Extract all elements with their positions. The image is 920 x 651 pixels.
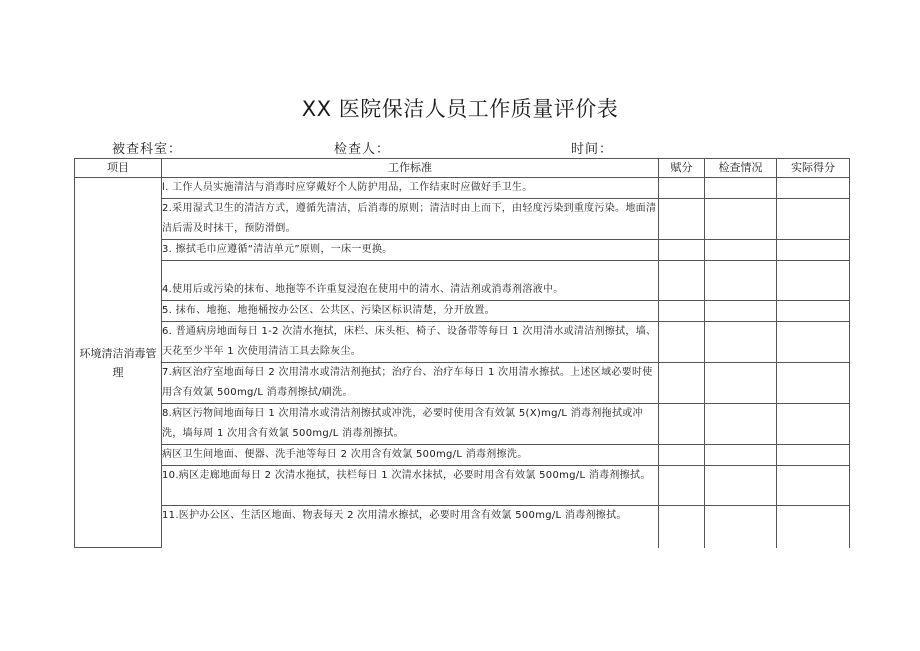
table-row	[75, 178, 850, 199]
standard-cell: 5. 抹布、地拖、地拖桶按办公区、公共区、污染区标识清楚，分开放置。	[162, 301, 659, 322]
table-row	[75, 445, 850, 466]
check-cell[interactable]	[705, 445, 777, 466]
score-cell[interactable]	[659, 363, 705, 404]
check-cell[interactable]	[705, 363, 777, 404]
actual-score-cell[interactable]	[777, 240, 850, 261]
table-row	[75, 363, 850, 404]
check-cell[interactable]	[705, 322, 777, 363]
score-cell[interactable]	[659, 261, 705, 301]
inspected-department-label: 被查科室：	[112, 142, 183, 157]
table-row	[75, 301, 850, 322]
score-cell[interactable]	[659, 178, 705, 199]
header-item: 项目	[75, 159, 162, 178]
score-cell[interactable]	[659, 404, 705, 445]
standard-cell: 4.使用后或污染的抹布、地拖等不许重复浸泡在使用中的清水、清洁剂或消毒剂溶液中。	[162, 261, 659, 301]
check-cell[interactable]	[705, 240, 777, 261]
table-row	[75, 506, 850, 548]
table-row	[75, 466, 850, 506]
score-cell[interactable]	[659, 199, 705, 240]
table-header-row	[75, 159, 850, 178]
actual-score-cell[interactable]	[777, 301, 850, 322]
actual-score-cell[interactable]	[777, 261, 850, 301]
actual-score-cell[interactable]	[777, 466, 850, 506]
score-cell[interactable]	[659, 466, 705, 506]
check-cell[interactable]	[705, 261, 777, 301]
time-label: 时间：	[571, 142, 614, 157]
check-cell[interactable]	[705, 301, 777, 322]
actual-score-cell[interactable]	[777, 506, 850, 548]
standard-cell: 2.采用湿式卫生的清洁方式，遵循先清洁，后消毒的原则；清洁时由上而下，由轻度污染到重度污染。地面清洁后需及时抹干，预防滑倒。	[162, 199, 659, 240]
header-actual-score: 实际得分	[777, 159, 850, 178]
check-cell[interactable]	[705, 199, 777, 240]
score-cell[interactable]	[659, 322, 705, 363]
actual-score-cell[interactable]	[777, 178, 850, 199]
actual-score-cell[interactable]	[777, 322, 850, 363]
score-cell[interactable]	[659, 301, 705, 322]
score-cell[interactable]	[659, 240, 705, 261]
standard-cell: 11.医护办公区、生活区地面、物表每天 2 次用清水擦拭，必要时用含有效氯 500mg/L 消毒剂擦拭。	[162, 506, 659, 548]
check-cell[interactable]	[705, 506, 777, 548]
header-check: 检查情况	[705, 159, 777, 178]
table-row	[75, 240, 850, 261]
check-cell[interactable]	[705, 404, 777, 445]
standard-cell: 病区卫生间地面、便器、洗手池等每日 2 次用含有效氯 500mg/L 消毒剂擦洗。	[162, 445, 659, 466]
standard-cell: 8.病区污物间地面每日 1 次用清水或清洁剂擦拭或冲洗，必要时使用含有效氯 5(X)mg/L 消毒剂拖拭或冲洗，墙每周 1 次用含有效氯 500mg/L 消毒剂擦拭。	[162, 404, 659, 445]
actual-score-cell[interactable]	[777, 363, 850, 404]
header-score: 赋分	[659, 159, 705, 178]
check-cell[interactable]	[705, 178, 777, 199]
category-cell: 环境清洁消毒管理	[75, 178, 162, 548]
table-row	[75, 261, 850, 301]
table-row	[75, 322, 850, 363]
standard-cell: 6. 普通病房地面每日 1-2 次清水拖拭，床栏、床头柜、椅子、设备带等每日 1 次用清水或清洁剂擦拭，墙、天花至少半年 1 次使用清洁工具去除灰尘。	[162, 322, 659, 363]
standard-cell: 7.病区治疗室地面每日 2 次用清水或清洁剂拖拭；治疗台、治疗车每日 1 次用清水擦拭。上述区域必要时使用含有效氯 500mg/L 消毒剂擦拭/刷洗。	[162, 363, 659, 404]
standard-cell: 10.病区走廊地面每日 2 次清水拖拭，扶栏每日 1 次清水抹拭，必要时用含有效氯 500mg/L 消毒剂擦拭。	[162, 466, 659, 506]
evaluation-table	[74, 158, 850, 548]
table-row	[75, 404, 850, 445]
actual-score-cell[interactable]	[777, 404, 850, 445]
actual-score-cell[interactable]	[777, 199, 850, 240]
check-cell[interactable]	[705, 466, 777, 506]
table-row	[75, 199, 850, 240]
inspector-label: 检查人：	[334, 142, 391, 157]
standard-cell: l. 工作人员实施清洁与消毒时应穿戴好个人防护用品，工作结束时应做好手卫生。	[162, 178, 659, 199]
page-title: XX 医院保洁人员工作质量评价表	[301, 97, 619, 121]
score-cell[interactable]	[659, 506, 705, 548]
standard-cell: 3. 擦拭毛巾应遵循“清洁单元”原则，一床一更换。	[162, 240, 659, 261]
header-standard: 工作标准	[162, 159, 659, 178]
actual-score-cell[interactable]	[777, 445, 850, 466]
score-cell[interactable]	[659, 445, 705, 466]
